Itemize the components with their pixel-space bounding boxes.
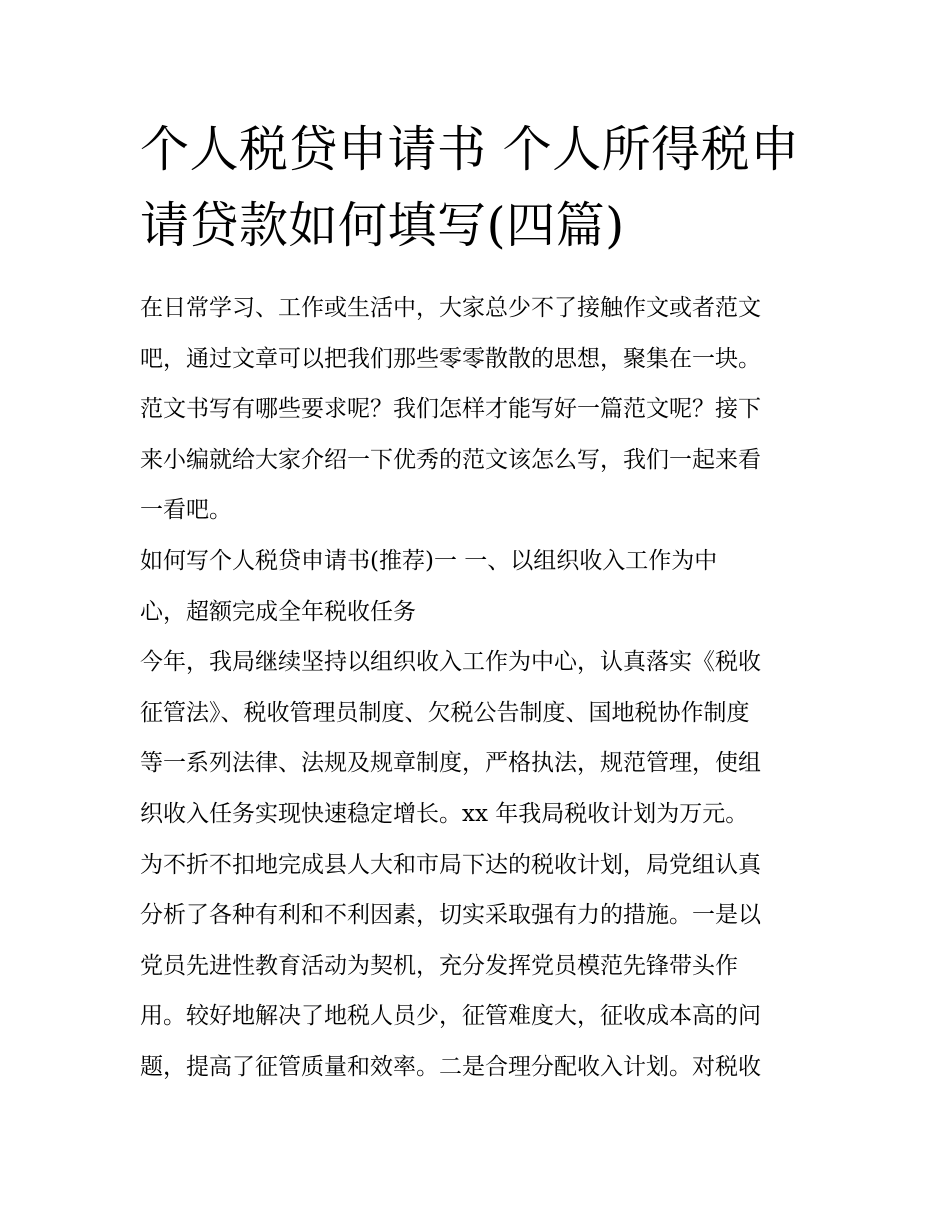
body-paragraph xyxy=(140,637,814,1092)
text-line: 吧，通过文章可以把我们那些零零散散的思想，聚集在一块。 xyxy=(140,345,761,372)
text-line: 织收入任务实现快速稳定增长。xx 年我局税收计划为万元。 xyxy=(140,800,749,827)
text-line: 在日常学习、工作或生活中，大家总少不了接触作文或者范文 xyxy=(140,295,761,321)
text-line: 题，提高了征管质量和效率。二是合理分配收入计划。对税收 xyxy=(140,1053,761,1080)
text-line: 今年，我局继续坚持以组织收入工作为中心，认真落实《税收 xyxy=(140,649,761,676)
section-heading-paragraph xyxy=(140,536,814,637)
text-line: 为不折不扣地完成县人大和市局下达的税收计划，局党组认真 xyxy=(140,851,761,878)
text-line: 征管法》、税收管理员制度、欠税公告制度、国地税协作制度 xyxy=(140,699,750,726)
text-line: 党员先进性教育活动为契机，充分发挥党员模范先锋带头作 xyxy=(140,952,738,979)
text-line: 心，超额完成全年税收任务 xyxy=(140,598,416,625)
text-line: 范文书写有哪些要求呢？我们怎样才能写好一篇范文呢？接下 xyxy=(140,396,761,423)
title-line: 请贷款如何填写(四篇) xyxy=(140,197,625,254)
document-title xyxy=(140,112,814,264)
text-line: 来小编就给大家介绍一下优秀的范文该怎么写，我们一起来看 xyxy=(140,446,761,473)
document-body xyxy=(140,283,814,1093)
title-line: 个人税贷申请书 个人所得税申 xyxy=(140,121,800,178)
text-line: 分析了各种有利和不利因素，切实采取强有力的措施。一是以 xyxy=(140,902,761,929)
text-line: 用。较好地解决了地税人员少，征管难度大，征收成本高的问 xyxy=(140,1003,761,1030)
document-page xyxy=(140,112,814,1093)
text-line: 等一系列法律、法规及规章制度，严格执法，规范管理，使组 xyxy=(140,750,761,777)
intro-paragraph xyxy=(140,283,814,536)
text-line: 一看吧。 xyxy=(140,497,232,524)
text-line: 如何写个人税贷申请书(推荐)一 一、以组织收入工作为中 xyxy=(140,547,718,574)
